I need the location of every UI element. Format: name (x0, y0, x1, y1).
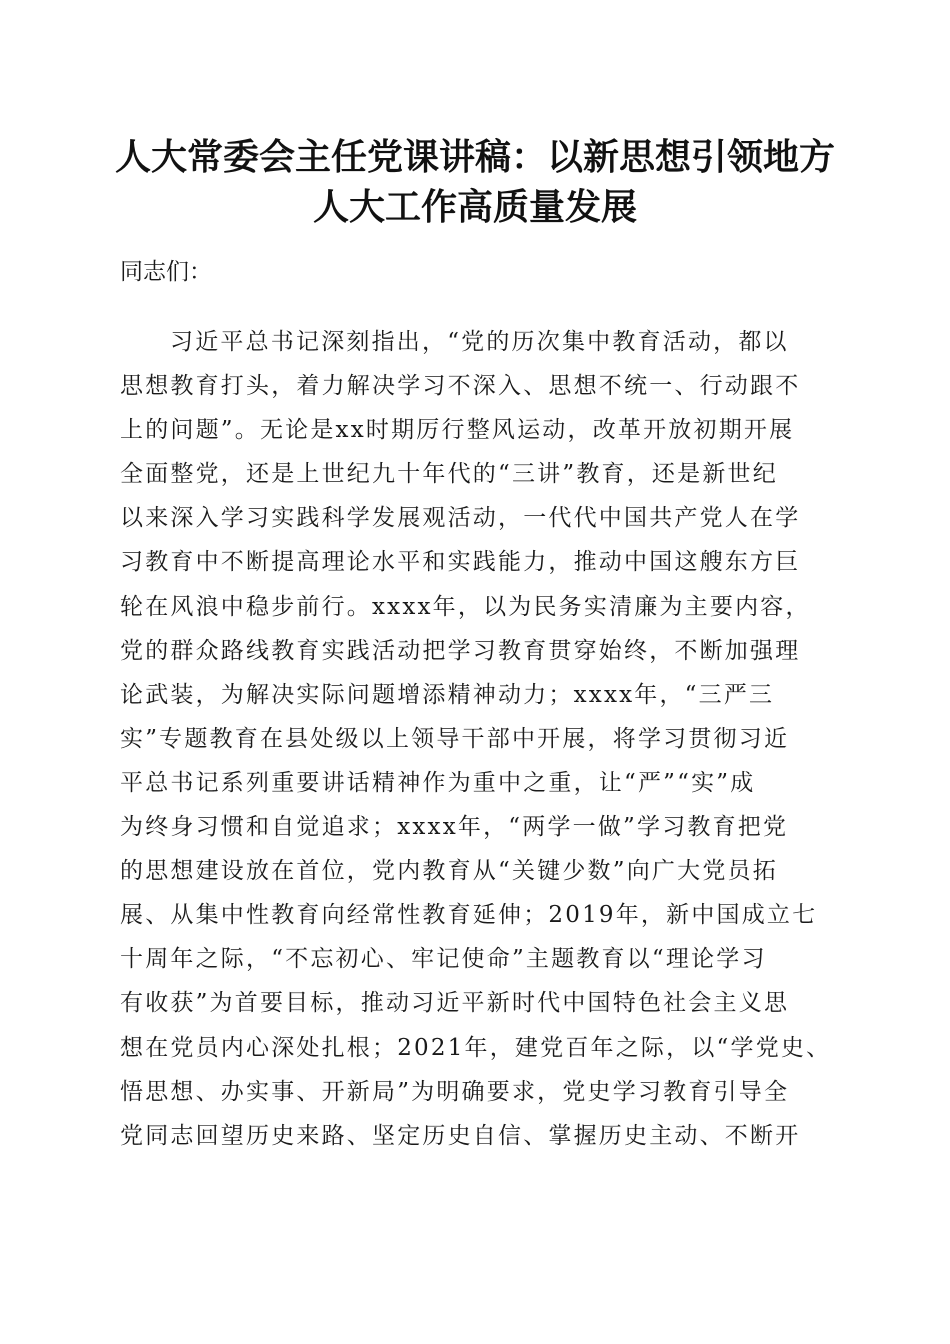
body-line: 以来深入学习实践科学发展观活动，一代代中国共产党人在学 (120, 505, 801, 532)
body-line: 思想教育打头，着力解决学习不深入、思想不统一、行动跟不 (120, 373, 801, 400)
body-line: 为终身习惯和自觉追求；xxxx年，“两学一做”学习教育把党 (120, 814, 789, 841)
body-paragraph (120, 320, 840, 1158)
body-line: 平总书记系列重要讲话精神作为重中之重，让“严”“实”成 (120, 769, 756, 796)
body-line: 习教育中不断提高理论水平和实践能力，推动中国这艘东方巨 (120, 549, 801, 576)
body-line: 十周年之际，“不忘初心、牢记使命”主题教育以“理论学习 (120, 946, 767, 973)
body-line: 想在党员内心深处扎根；2021年，建党百年之际，以“学党史、 (120, 1034, 832, 1061)
body-line: 上的问题”。无论是xx时期厉行整风运动，改革开放初期开展 (120, 417, 795, 444)
salutation: 同志们： (120, 259, 212, 285)
title-line-2: 人大工作高质量发展 (312, 186, 637, 228)
body-line: 论武装，为解决实际问题增添精神动力；xxxx年，“三严三 (120, 681, 775, 708)
body-line: 党同志回望历史来路、坚定历史自信、掌握历史主动、不断开 (120, 1122, 801, 1149)
title-line-1: 人大常委会主任党课讲稿：以新思想引领地方 (114, 136, 835, 178)
body-line: 有收获”为首要目标，推动习近平新时代中国特色社会主义思 (120, 990, 790, 1017)
body-line: 党的群众路线教育实践活动把学习教育贯穿始终，不断加强理 (120, 637, 801, 664)
body-line: 悟思想、办实事、开新局”为明确要求，党史学习教育引导全 (120, 1078, 790, 1105)
document-title (60, 132, 890, 232)
body-line: 实”专题教育在县处级以上领导干部中开展，将学习贯彻习近 (120, 725, 790, 752)
body-line: 的思想建设放在首位，党内教育从“关键少数”向广大党员拓 (120, 858, 778, 885)
body-line: 习近平总书记深刻指出，“党的历次集中教育活动，都以 (170, 329, 789, 355)
body-line: 展、从集中性教育向经常性教育延伸；2019年，新中国成立七 (120, 902, 818, 929)
body-line: 全面整党，还是上世纪九十年代的“三讲”教育，还是新世纪 (120, 461, 778, 488)
body-line: 轮在风浪中稳步前行。xxxx年，以为民务实清廉为主要内容， (120, 593, 811, 620)
